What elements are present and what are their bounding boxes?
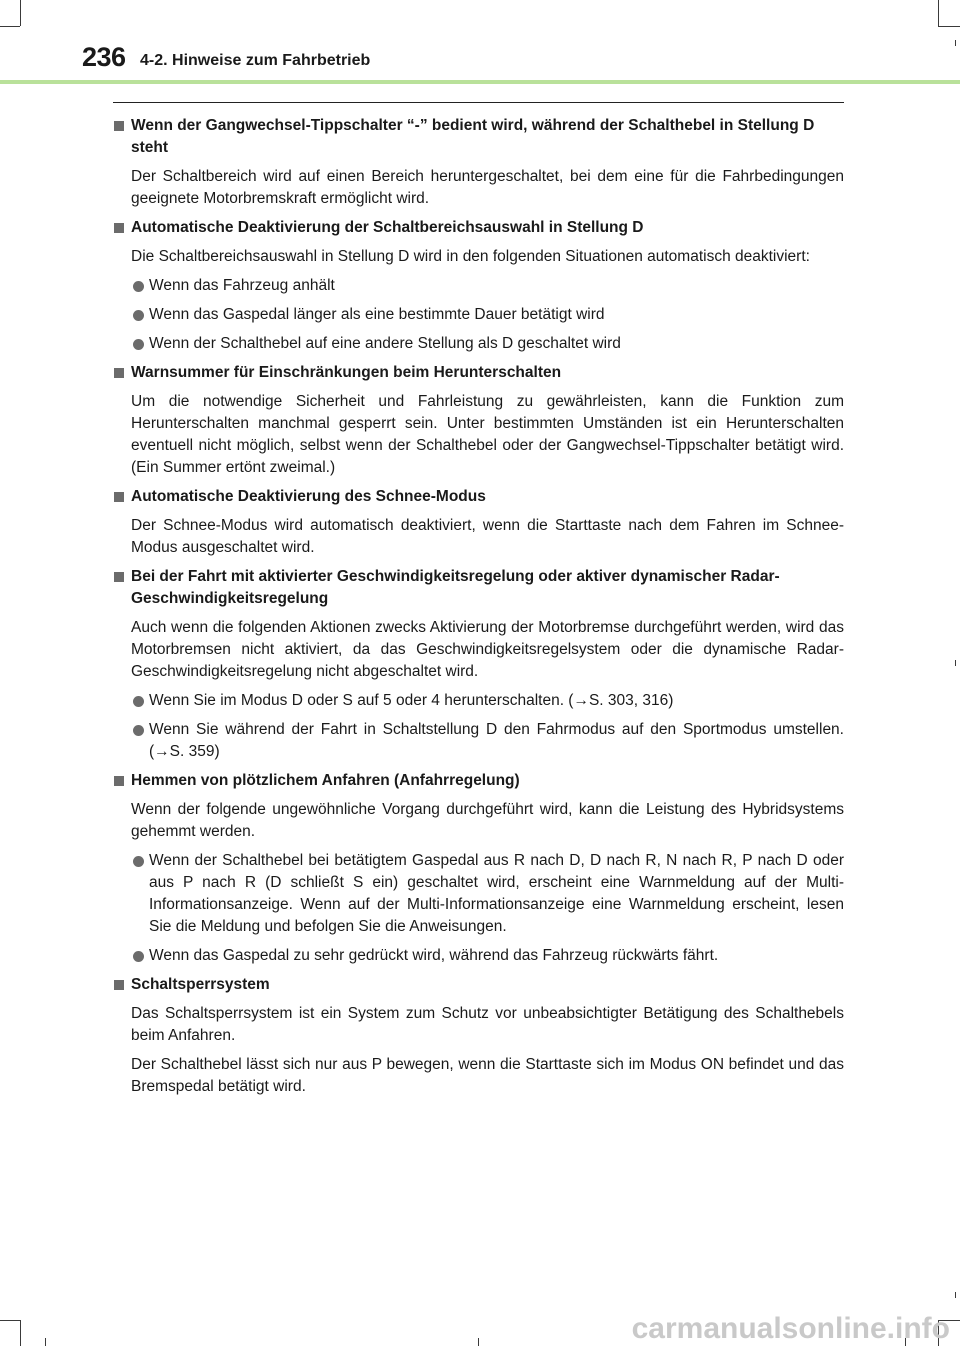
section	[113, 566, 844, 763]
circle-bullet-icon	[133, 281, 144, 292]
section	[113, 362, 844, 479]
watermark: carmanualsonline.info	[631, 1312, 950, 1345]
crop-mark	[20, 0, 21, 26]
crop-mark	[955, 660, 956, 666]
bullet-text: Wenn das Gaspedal zu sehr gedrückt wird, während das Fahrzeug rückwärts fährt.	[149, 947, 719, 964]
crop-mark	[45, 1338, 46, 1346]
section	[113, 770, 844, 967]
section-heading	[113, 770, 844, 792]
circle-bullet-icon	[133, 725, 144, 736]
section-heading	[113, 217, 844, 239]
bullet-text: Wenn der Schalthebel auf eine andere Stellung als D geschaltet wird	[149, 335, 621, 352]
page-number: 236	[82, 42, 126, 72]
bullet-text: Wenn der Schalthebel bei betätigtem Gaspedal aus R nach D, D nach R, N nach R, P nach D oder aus P nach R (D schließt S ein) geschaltet wird, erscheint eine Warnmeldung auf der Multi-Informationsanzeige. Wenn auf der Multi-Informationsanzeige eine Warnmeldung erscheint, lesen Sie die Meldung und befolgen Sie die Anweisungen.	[149, 852, 844, 935]
section-heading	[113, 362, 844, 384]
crop-mark	[0, 26, 20, 27]
bullet-item	[113, 719, 844, 763]
section	[113, 217, 844, 355]
bullet-item	[113, 275, 844, 297]
section-rule	[113, 102, 844, 103]
bullet-item	[113, 945, 844, 967]
circle-bullet-icon	[133, 310, 144, 321]
crop-mark	[20, 1320, 21, 1346]
document-body	[113, 115, 844, 1105]
bullet-item	[113, 304, 844, 326]
section-heading	[113, 115, 844, 159]
square-bullet-icon	[114, 572, 124, 582]
square-bullet-icon	[114, 492, 124, 502]
section-heading	[113, 566, 844, 610]
crop-mark	[938, 26, 960, 27]
chapter-title: 4-2. Hinweise zum Fahrbetrieb	[140, 52, 371, 69]
section-heading-text: Warnsummer für Einschränkungen beim Herunterschalten	[131, 364, 562, 381]
paragraph: Der Schalthebel lässt sich nur aus P bewegen, wenn die Starttaste sich im Modus ON befindet und das Bremspedal betätigt wird.	[131, 1056, 844, 1095]
crop-mark	[938, 0, 939, 26]
paragraph: Die Schaltbereichsauswahl in Stellung D wird in den folgenden Situationen automatisch deaktiviert:	[131, 248, 810, 265]
section	[113, 115, 844, 210]
section-heading	[113, 974, 844, 996]
section-heading	[113, 486, 844, 508]
circle-bullet-icon	[133, 856, 144, 867]
paragraph: Der Schnee-Modus wird automatisch deaktiviert, wenn die Starttaste nach dem Fahren im Schnee-Modus ausgeschaltet wird.	[131, 517, 844, 556]
circle-bullet-icon	[133, 696, 144, 707]
paragraph: Das Schaltsperrsystem ist ein System zum Schutz vor unbeabsichtigter Betätigung des Schalthebels beim Anfahren.	[131, 1005, 844, 1044]
bullet-text: Wenn das Gaspedal länger als eine bestimmte Dauer betätigt wird	[149, 306, 605, 323]
bullet-item	[113, 333, 844, 355]
section-heading-text: Bei der Fahrt mit aktivierter Geschwindigkeitsregelung oder aktiver dynamischer Radar-Geschwindigkeitsregelung	[131, 568, 780, 607]
section-heading-text: Automatische Deaktivierung der Schaltbereichsauswahl in Stellung D	[131, 219, 644, 236]
paragraph: Auch wenn die folgenden Aktionen zwecks Aktivierung der Motorbremse durchgeführt werden, wird das Motorbremsen nicht aktiviert, da das Geschwindigkeitsregelsystem oder die dynamische Radar-Geschwindigkeitsregelung nicht abgeschaltet wird.	[131, 619, 844, 680]
crop-mark	[955, 40, 956, 46]
section-heading-text: Schaltsperrsystem	[131, 976, 270, 993]
section	[113, 974, 844, 1098]
bullet-text: Wenn Sie im Modus D oder S auf 5 oder 4 herunterschalten. (→S. 303, 316)	[149, 692, 674, 709]
bullet-item	[113, 850, 844, 938]
section-heading-text: Automatische Deaktivierung des Schnee-Modus	[131, 488, 486, 505]
header-bar	[0, 80, 960, 84]
circle-bullet-icon	[133, 951, 144, 962]
paragraph: Um die notwendige Sicherheit und Fahrleistung zu gewährleisten, kann die Funktion zum Herunterschalten manchmal gesperrt sein. Unter bestimmten Umständen ist ein Herunterschalten eventuell nicht möglich, selbst wenn der Schalthebel oder der Gangwechsel-Tippschalter betätigt wird. (Ein Summer ertönt zweimal.)	[131, 393, 844, 476]
crop-mark	[0, 1320, 20, 1321]
bullet-item	[113, 690, 844, 712]
bullet-text: Wenn Sie während der Fahrt in Schaltstellung D den Fahrmodus auf den Sportmodus umstellen. (→S. 359)	[149, 721, 844, 760]
bullet-text: Wenn das Fahrzeug anhält	[149, 277, 335, 294]
paragraph: Der Schaltbereich wird auf einen Bereich heruntergeschaltet, bei dem eine für die Fahrbedingungen geeignete Motorbremskraft ermöglicht wird.	[131, 168, 844, 207]
square-bullet-icon	[114, 368, 124, 378]
square-bullet-icon	[114, 776, 124, 786]
square-bullet-icon	[114, 980, 124, 990]
square-bullet-icon	[114, 223, 124, 233]
square-bullet-icon	[114, 121, 124, 131]
paragraph: Wenn der folgende ungewöhnliche Vorgang durchgeführt wird, kann die Leistung des Hybridsystems gehemmt werden.	[131, 801, 844, 840]
crop-mark	[955, 1292, 956, 1298]
section	[113, 486, 844, 559]
crop-mark	[478, 1338, 479, 1346]
section-heading-text: Wenn der Gangwechsel-Tippschalter “-” bedient wird, während der Schalthebel in Stellung D steht	[131, 117, 815, 156]
section-heading-text: Hemmen von plötzlichem Anfahren (Anfahrregelung)	[131, 772, 520, 789]
circle-bullet-icon	[133, 339, 144, 350]
